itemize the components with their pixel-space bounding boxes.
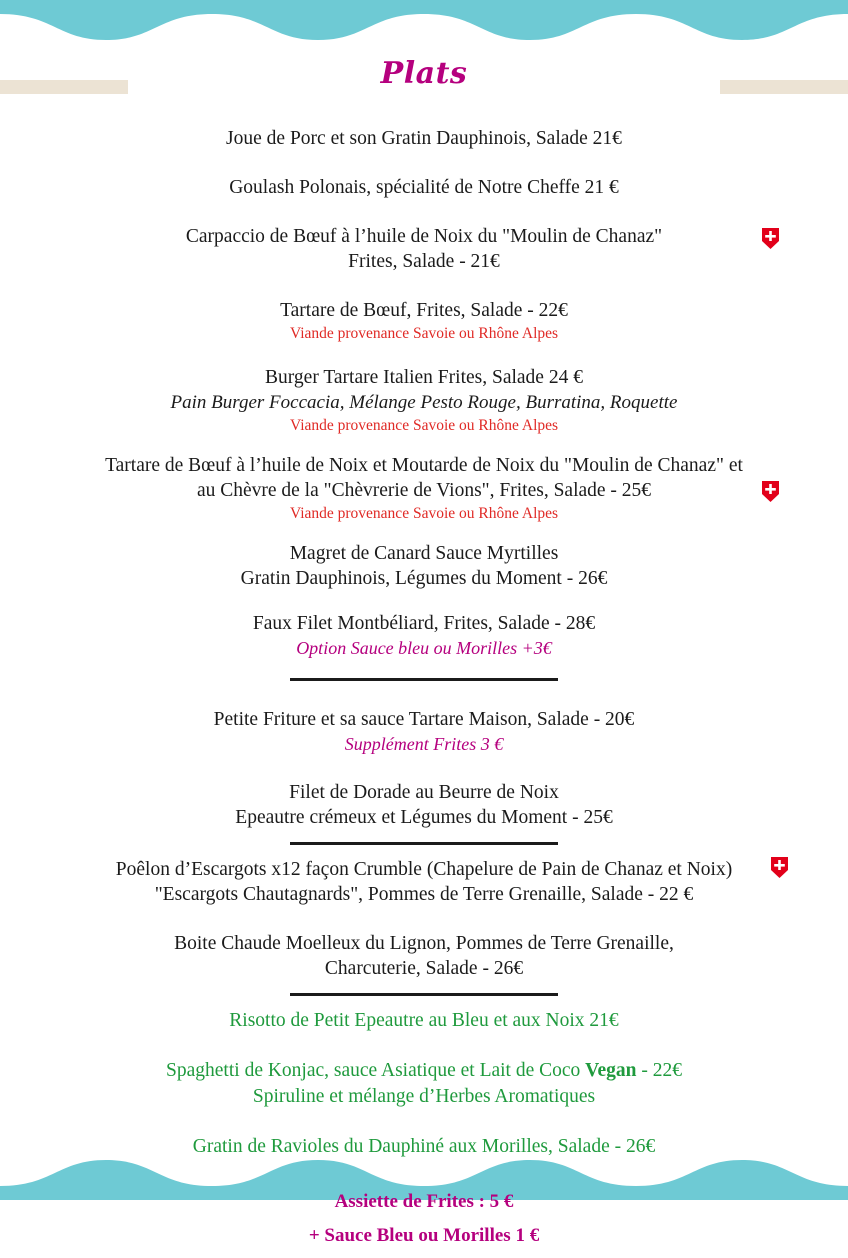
menu-item-line: au Chèvre de la "Chèvrerie de Vions", Frites, Salade - 25€ (196, 480, 652, 501)
menu-item-line: Joue de Porc et son Gratin Dauphinois, Salade 21€ (226, 128, 622, 149)
menu-item-line: Goulash Polonais, spécialité de Notre Cheffe 21 € (229, 177, 619, 198)
menu-item-line: Burger Tartare Italien Frites, Salade 24 € (265, 367, 583, 388)
menu-item-spaghetti-de-konjac (0, 1058, 848, 1110)
menu-item-origin-note: Viande provenance Savoie ou Rhône Alpes (289, 505, 559, 522)
vegan-badge: Vegan (585, 1060, 637, 1081)
menu-item-tartare-de-boeuf-chevre (0, 453, 848, 525)
menu-item-line: Risotto de Petit Epeautre au Bleu et aux Noix 21€ (229, 1010, 619, 1031)
footer-notes (0, 1188, 848, 1250)
menu-item-line: "Escargots Chautagnards", Pommes de Terre Grenaille, Salade - 22 € (154, 884, 694, 905)
savoie-flag-icon (762, 228, 779, 249)
menu-item-faux-filet-montbeliard (0, 611, 848, 660)
menu-item-line (0, 1058, 848, 1084)
menu-list (0, 118, 848, 1258)
menu-item-line: Gratin Dauphinois, Légumes du Moment - 26€ (240, 568, 608, 589)
menu-item-line: Frites, Salade - 21€ (348, 251, 500, 272)
menu-item-line: Faux Filet Montbéliard, Frites, Salade - 28€ (252, 613, 596, 634)
menu-item-burger-tartare-italien (0, 365, 848, 437)
menu-item-line: Gratin de Ravioles du Dauphiné aux Morilles, Salade - 26€ (192, 1136, 656, 1157)
section-separator (290, 842, 558, 845)
menu-item-joue-de-porc (0, 126, 848, 151)
menu-item-magret-de-canard (0, 541, 848, 591)
menu-item-line: Tartare de Bœuf, Frites, Salade - 22€ (280, 300, 568, 321)
menu-item-line: Carpaccio de Bœuf à l’huile de Noix du "Moulin de Chanaz" (185, 226, 663, 247)
menu-item-origin-note: Viande provenance Savoie ou Rhône Alpes (289, 325, 559, 342)
menu-item-boite-chaude-moelleux (0, 931, 848, 981)
menu-item-petite-friture (0, 707, 848, 756)
menu-item-poelon-escargots (0, 857, 848, 907)
menu-item-option-note: Option Sauce bleu ou Morilles +3€ (296, 638, 552, 658)
menu-item-price: - 22€ (636, 1060, 682, 1081)
menu-item-carpaccio-de-boeuf (0, 224, 848, 274)
menu-item-line-text: Spaghetti de Konjac, sauce Asiatique et Lait de Coco (166, 1060, 586, 1081)
menu-item-line: Epeautre crémeux et Légumes du Moment - 25€ (235, 807, 613, 828)
savoie-flag-icon (762, 481, 779, 502)
footer-line-frites: Assiette de Frites : 5 € (334, 1191, 514, 1212)
wave-decoration-top (0, 0, 848, 46)
menu-item-line: Filet de Dorade au Beurre de Noix (289, 782, 559, 803)
page-title: Plats (380, 56, 468, 91)
menu-item-tartare-de-boeuf (0, 298, 848, 345)
menu-item-origin-note: Viande provenance Savoie ou Rhône Alpes (289, 417, 559, 434)
menu-item-description: Spiruline et mélange d’Herbes Aromatiques (252, 1086, 596, 1107)
menu-item-line: Poêlon d’Escargots x12 façon Crumble (Chapelure de Pain de Chanaz et Noix) (115, 859, 733, 880)
menu-item-line: Boite Chaude Moelleux du Lignon, Pommes de Terre Grenaille, (174, 933, 674, 954)
menu-item-filet-de-dorade (0, 780, 848, 830)
section-separator (290, 678, 558, 681)
menu-item-risotto-petit-epeautre (0, 1008, 848, 1034)
menu-item-line: Charcuterie, Salade - 26€ (324, 958, 524, 979)
menu-item-gratin-de-ravioles (0, 1134, 848, 1160)
menu-item-description: Pain Burger Foccacia, Mélange Pesto Rouge, Burratina, Roquette (170, 392, 678, 413)
footer-line-sauce: + Sauce Bleu ou Morilles 1 € (308, 1225, 540, 1246)
menu-item-line: Petite Friture et sa sauce Tartare Maison, Salade - 20€ (213, 709, 635, 730)
menu-item-supplement-note: Supplément Frites 3 € (344, 734, 504, 754)
savoie-flag-icon (771, 857, 788, 878)
section-separator (290, 993, 558, 996)
menu-item-line: Magret de Canard Sauce Myrtilles (289, 543, 559, 564)
menu-item-goulash-polonais (0, 175, 848, 200)
menu-item-line: Tartare de Bœuf à l’huile de Noix et Moutarde de Noix du "Moulin de Chanaz" et (105, 455, 743, 476)
